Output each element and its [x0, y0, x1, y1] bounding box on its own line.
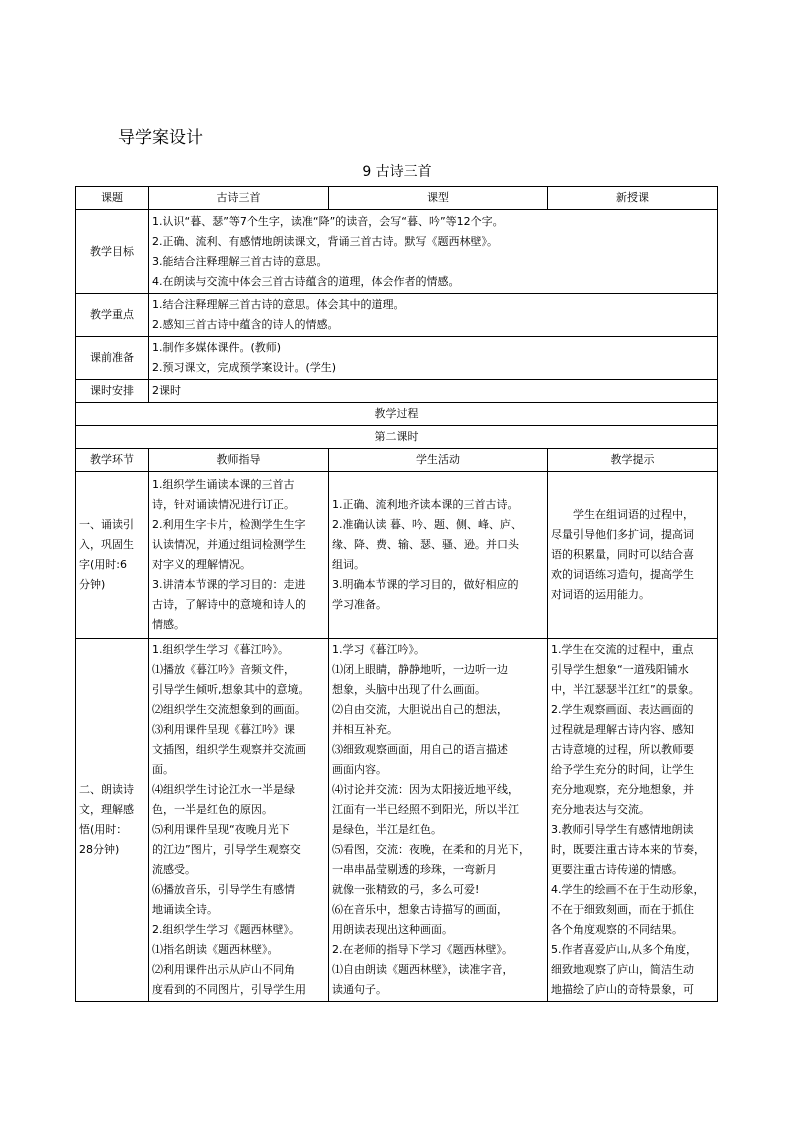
- tip-line: 欢的词语练习造句，提高学生: [551, 568, 694, 581]
- objective-line: 4.在朗读与交流中体会三首古诗蕴含的道理，体会作者的情感。: [152, 274, 460, 288]
- tip-line: 语的积累量，同时可以结合喜: [551, 548, 694, 561]
- prep-content: [149, 337, 718, 380]
- student-line: 学习准备。: [332, 598, 387, 611]
- objectives-row: [76, 210, 718, 294]
- student-line: 画面内容。: [332, 763, 387, 776]
- teacher-line: 1.组织学生诵读本课的三首古: [152, 478, 295, 491]
- stage-line: 文，理解感: [79, 803, 134, 816]
- section1-row: [76, 472, 718, 639]
- tip-line: 给予学生充分的时间，让学生: [551, 763, 694, 776]
- student-line: 想象，头脑中出现了什么画面。: [332, 683, 486, 696]
- student-line: 1.正确、流利地齐读本课的三首古诗。: [332, 498, 519, 511]
- student-line: 江面有一半已经照不到阳光，所以半江: [332, 803, 519, 816]
- schedule-value: 2课时: [149, 380, 718, 403]
- teacher-line: 1.组织学生学习《暮江吟》。: [152, 643, 289, 656]
- schedule-label: 课时安排: [76, 380, 149, 403]
- header-topic-label: 课题: [76, 187, 149, 210]
- col-teacher: 教师指导: [149, 449, 329, 472]
- student-line: ⑴自由朗读《题西林壁》，读准字音，: [332, 963, 514, 976]
- header-row: [76, 187, 718, 210]
- stage-line: 一、诵读引: [79, 518, 134, 531]
- objectives-label: 教学目标: [76, 210, 149, 294]
- teacher-line: 对字义的理解情况。: [152, 558, 251, 571]
- keypoint-line: 1.结合注释理解三首古诗的意思。体会其中的道理。: [152, 298, 405, 311]
- section1-teacher: [149, 472, 329, 639]
- prep-row: [76, 337, 718, 380]
- teacher-line: 诗，针对诵读情况进行订正。: [152, 498, 295, 511]
- section1-stage: [76, 472, 149, 639]
- student-line: 3.明确本节课的学习目的，做好相应的: [332, 578, 519, 591]
- session-title: 第二课时: [76, 426, 718, 449]
- prep-line: 2.预习课文，完成预学案设计。(学生): [152, 361, 337, 374]
- stage-line: 28分钟): [79, 843, 120, 856]
- tip-line: 各个角度观察的不同结果。: [551, 923, 683, 936]
- teacher-line: ⑵利用课件出示从庐山不同角: [152, 963, 295, 976]
- header-type-label: 课型: [329, 187, 548, 210]
- keypoints-label: 教学重点: [76, 294, 149, 337]
- student-line: 一串串晶莹剔透的珍珠，一弯新月: [332, 863, 497, 876]
- section2-tips: [548, 639, 718, 1002]
- student-line: 1.学习《暮江吟》。: [332, 643, 425, 656]
- tip-line: 充分地表达与交流。: [551, 803, 650, 816]
- tip-line: 地描绘了庐山的奇特景象，可: [551, 983, 694, 996]
- tip-line: 2.学生观察画面、表达画面的: [551, 703, 694, 716]
- tip-line: 过程就是理解古诗内容、感知: [551, 723, 694, 736]
- tip-line: 更要注重古诗传递的情感。: [551, 863, 683, 876]
- teacher-line: 情感。: [152, 618, 185, 631]
- student-line: ⑹在音乐中，想象古诗描写的画面，: [332, 903, 508, 916]
- teacher-line: 度看到的不同图片，引导学生用: [152, 983, 306, 996]
- student-line: 用朗读表现出这种画面。: [332, 923, 453, 936]
- tip-line: 5.作者喜爱庐山,从多个角度，: [551, 943, 697, 956]
- keypoints-row: [76, 294, 718, 337]
- student-line: ⑴闭上眼睛，静静地听，一边听一边: [332, 663, 508, 676]
- student-line: 读通句子。: [332, 983, 387, 996]
- objective-line: 2.正确、流利、有感情地朗读课文，背诵三首古诗。默写《题西林壁》。: [152, 234, 498, 248]
- teacher-line: 3.讲清本节课的学习目的：走进: [152, 578, 306, 591]
- tip-line: 学生在组词语的过程中，: [573, 508, 694, 521]
- tip-line: 古诗意境的过程，所以教师要: [551, 743, 694, 756]
- col-tips: 教学提示: [548, 449, 718, 472]
- stage-line: 分钟): [79, 578, 106, 591]
- teacher-line: ⑵组织学生交流想象到的画面。: [152, 703, 306, 716]
- teacher-line: ⑹播放音乐，引导学生有感情: [152, 883, 295, 896]
- lesson-title: 9 古诗三首: [362, 164, 432, 180]
- tip-line: 不在于细致刻画，而在于抓住: [551, 903, 694, 916]
- teacher-line: 地诵读全诗。: [152, 903, 218, 916]
- session-title-row: [76, 426, 718, 449]
- student-line: 并相互补充。: [332, 723, 398, 736]
- teacher-line: 流感受。: [152, 863, 196, 876]
- teacher-line: 色，一半是红色的原因。: [152, 803, 273, 816]
- col-student: 学生活动: [329, 449, 548, 472]
- stage-line: 二、朗读诗: [79, 783, 134, 796]
- tip-line: 细致地观察了庐山，简洁生动: [551, 963, 694, 976]
- teacher-line: 文插图，组织学生观察并交流画: [152, 743, 306, 756]
- tip-line: 充分地观察，充分地想象，并: [551, 783, 694, 796]
- teacher-line: 2.利用生字卡片，检测学生生字: [152, 518, 306, 531]
- tip-line: 尽量引导他们多扩词，提高词: [551, 528, 694, 541]
- student-line: ⑸看图，交流：夜晚，在柔和的月光下，: [332, 843, 530, 856]
- tip-line: 时，既要注重古诗本来的节奏，: [551, 843, 705, 856]
- header-topic-value: 古诗三首: [149, 187, 329, 210]
- teacher-line: ⑶利用课件呈现《暮江吟》课: [152, 723, 295, 736]
- keypoints-content: [149, 294, 718, 337]
- teacher-line: 面。: [152, 763, 174, 776]
- section2-row: [76, 639, 718, 1002]
- section1-student: [329, 472, 548, 639]
- prep-line: 1.制作多媒体课件。(教师): [152, 341, 282, 354]
- process-title-row: [76, 403, 718, 426]
- student-line: 缘、降、费、输、瑟、骚、逊。并口头: [332, 538, 519, 551]
- student-line: 2.准确认读 暮、吟、题、侧、峰、庐、: [332, 518, 522, 531]
- tip-line: 3.教师引导学生有感情地朗读: [551, 823, 694, 836]
- lesson-plan-table: [75, 186, 718, 1002]
- process-title: 教学过程: [76, 403, 718, 426]
- teacher-line: ⑴指名朗读《题西林壁》。: [152, 943, 279, 956]
- student-line: 组词。: [332, 558, 365, 571]
- student-line: 2.在老师的指导下学习《题西林壁》。: [332, 943, 513, 956]
- section2-teacher: [149, 639, 329, 1002]
- teacher-line: 认读情况，并通过组词检测学生: [152, 538, 306, 551]
- teacher-line: ⑴播放《暮江吟》音频文件，: [152, 663, 295, 676]
- prep-label: 课前准备: [76, 337, 149, 380]
- teacher-line: 引导学生倾听,想象其中的意境。: [152, 683, 310, 696]
- col-stage: 教学环节: [76, 449, 149, 472]
- student-line: 是绿色，半江是红色。: [332, 823, 442, 836]
- teacher-line: 2.组织学生学习《题西林壁》。: [152, 923, 300, 936]
- stage-line: 悟(用时：: [79, 823, 128, 836]
- objective-line: 1.认识“暮、瑟”等7个生字，读准“降”的读音，会写“暮、吟”等12个字。: [152, 214, 504, 228]
- student-line: 就像一张精致的弓，多么可爱!: [332, 883, 480, 896]
- objective-line: 3.能结合注释理解三首古诗的意思。: [152, 254, 328, 268]
- section2-student: [329, 639, 548, 1002]
- column-header-row: [76, 449, 718, 472]
- stage-line: 字(用时:6: [79, 558, 127, 571]
- teacher-line: 的江边”图片，引导学生观察交: [152, 843, 301, 856]
- section2-stage: [76, 639, 149, 1002]
- document-title: 导学案设计: [118, 128, 203, 148]
- schedule-row: [76, 380, 718, 403]
- tip-line: 中，半江瑟瑟半江红”的景象。: [551, 683, 700, 696]
- tip-line: 4.学生的绘画不在于生动形象，: [551, 883, 705, 896]
- student-line: ⑷讨论并交流：因为太阳接近地平线，: [332, 783, 519, 796]
- student-line: ⑶细致观察画面，用自己的语言描述: [332, 743, 508, 756]
- student-line: ⑵自由交流，大胆说出自己的想法，: [332, 703, 508, 716]
- teacher-line: ⑸利用课件呈现“夜晚月光下: [152, 823, 290, 836]
- stage-line: 入，巩固生: [79, 538, 134, 551]
- tip-line: 对词语的运用能力。: [551, 588, 650, 601]
- teacher-line: ⑷组织学生讨论江水一半是绿: [152, 783, 295, 796]
- tip-line: 引导学生想象“一道残阳铺水: [551, 663, 689, 676]
- objectives-content: [149, 210, 718, 294]
- keypoint-line: 2.感知三首古诗中蕴含的诗人的情感。: [152, 318, 339, 331]
- tip-line: 1.学生在交流的过程中，重点: [551, 643, 694, 656]
- section1-tips: [548, 472, 718, 639]
- teacher-line: 古诗，了解诗中的意境和诗人的: [152, 598, 306, 611]
- header-type-value: 新授课: [548, 187, 718, 210]
